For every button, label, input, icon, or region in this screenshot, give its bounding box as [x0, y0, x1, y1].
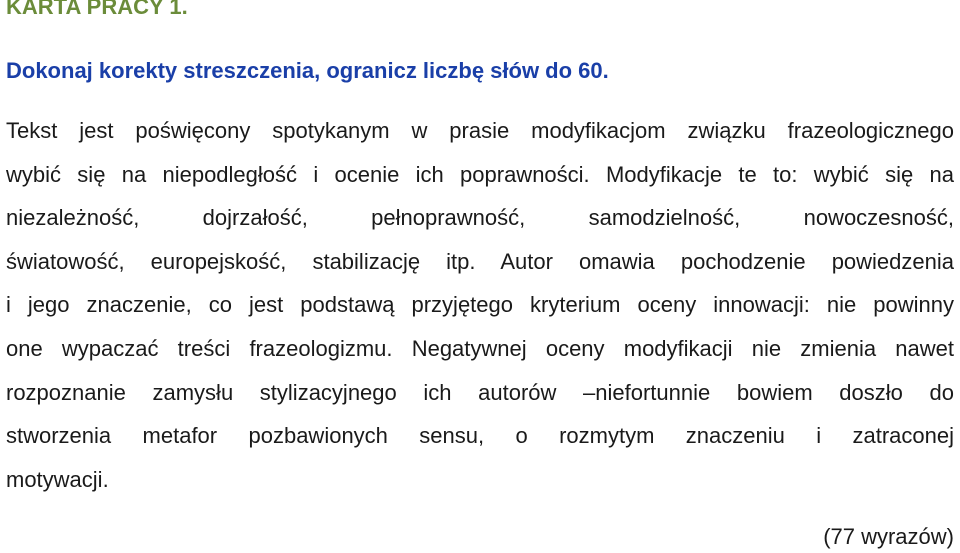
- paragraph-line: one wypaczać treści frazeologizmu. Negatywnej oceny modyfikacji nie zmienia nawet: [6, 336, 954, 361]
- paragraph-line: motywacji.: [6, 467, 109, 492]
- paragraph-line: Tekst jest poświęcony spotykanym w prasie modyfikacjom związku frazeologicznego: [6, 118, 954, 143]
- paragraph-line: niezależność, dojrzałość, pełnoprawność, samodzielność, nowoczesność,: [6, 205, 954, 230]
- word-count-note: (77 wyrazów): [823, 524, 954, 549]
- paragraph-line: rozpoznanie zamysłu stylizacyjnego ich autorów –niefortunnie bowiem doszło do: [6, 380, 954, 405]
- paragraph-line: stworzenia metafor pozbawionych sensu, o rozmytym znaczeniu i zatraconej: [6, 423, 954, 448]
- paragraph-line: wybić się na niepodległość i ocenie ich poprawności. Modyfikacje te to: wybić się na: [6, 162, 954, 187]
- paragraph-line: światowość, europejskość, stabilizację itp. Autor omawia pochodzenie powiedzenia: [6, 249, 954, 274]
- worksheet-title: KARTA PRACY 1.: [6, 0, 188, 19]
- task-instruction: Dokonaj korekty streszczenia, ogranicz liczbę słów do 60.: [6, 58, 609, 83]
- paragraph-line: i jego znaczenie, co jest podstawą przyjętego kryterium oceny innowacji: nie powinny: [6, 292, 954, 317]
